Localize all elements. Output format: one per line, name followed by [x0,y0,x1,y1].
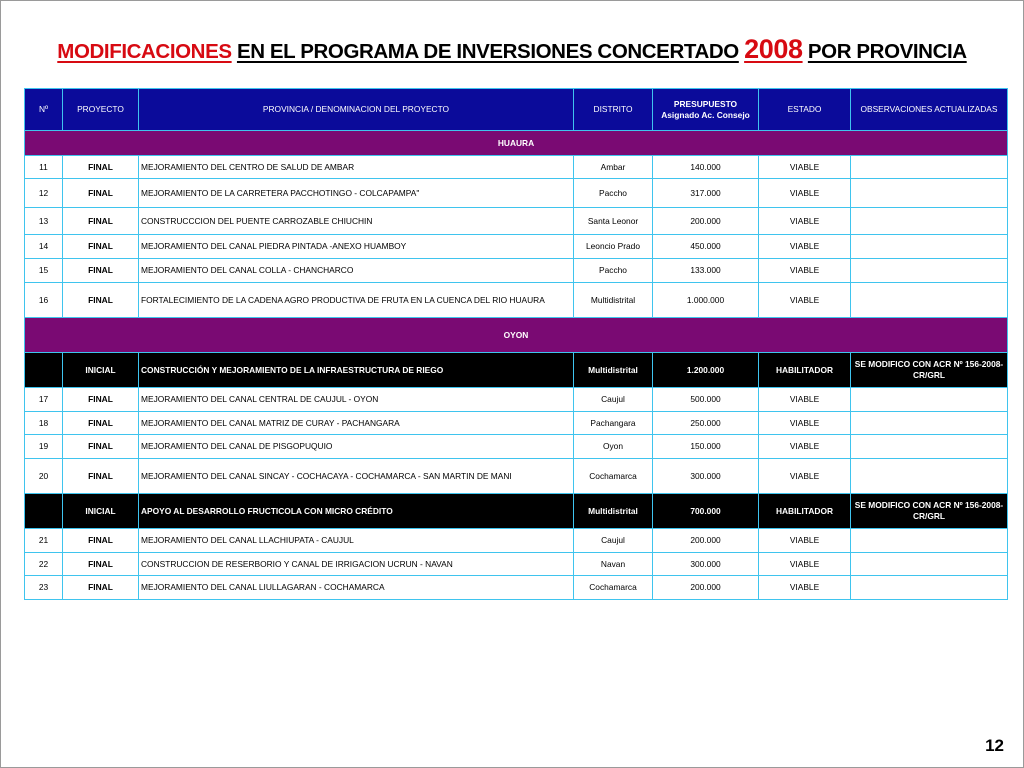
table-row [25,459,1008,494]
cell-distrito: Pachangara [574,412,653,435]
cell-n: 19 [25,435,63,459]
table-row [25,576,1008,600]
cell-distrito: Multidistrital [574,353,653,388]
cell-observaciones [851,529,1008,553]
cell-estado: VIABLE [759,208,851,235]
cell-estado: VIABLE [759,156,851,179]
slide-title [0,34,1024,65]
cell-denominacion: MEJORAMIENTO DEL CANAL COLLA - CHANCHARCO [139,259,574,283]
cell-proyecto: FINAL [63,156,139,179]
cell-denominacion: MEJORAMIENTO DEL CANAL MATRIZ DE CURAY - PACHANGARA [139,412,574,435]
table-row [25,283,1008,318]
cell-distrito: Paccho [574,179,653,208]
cell-denominacion: CONSTRUCCIÓN Y MEJORAMIENTO DE LA INFRAESTRUCTURA DE RIEGO [139,353,574,388]
cell-presupuesto: 300.000 [653,459,759,494]
title-part-modificaciones: MODIFICACIONES [57,40,232,63]
cell-observaciones [851,412,1008,435]
cell-n: 16 [25,283,63,318]
header-proyecto: PROYECTO [63,89,139,131]
cell-distrito: Ambar [574,156,653,179]
table-row [25,412,1008,435]
cell-presupuesto: 700.000 [653,494,759,529]
cell-observaciones [851,435,1008,459]
cell-observaciones [851,576,1008,600]
cell-presupuesto: 500.000 [653,388,759,412]
cell-denominacion: CONSTRUCCCION DEL PUENTE CARROZABLE CHIUCHIN [139,208,574,235]
cell-denominacion: MEJORAMIENTO DEL CANAL PIEDRA PINTADA -ANEXO HUAMBOY [139,235,574,259]
cell-presupuesto: 317.000 [653,179,759,208]
header-distrito: DISTRITO [574,89,653,131]
table-row-highlight [25,494,1008,529]
cell-estado: VIABLE [759,576,851,600]
header-estado: ESTADO [759,89,851,131]
cell-proyecto: FINAL [63,412,139,435]
header-denominacion: PROVINCIA / DENOMINACION DEL PROYECTO [139,89,574,131]
cell-observaciones [851,388,1008,412]
cell-distrito: Paccho [574,259,653,283]
cell-presupuesto: 1.200.000 [653,353,759,388]
cell-distrito: Leoncio Prado [574,235,653,259]
cell-n: 18 [25,412,63,435]
cell-proyecto: INICIAL [63,494,139,529]
cell-denominacion: MEJORAMIENTO DEL CANAL LLACHIUPATA - CAUJUL [139,529,574,553]
cell-denominacion: MEJORAMIENTO DE LA CARRETERA PACCHOTINGO - COLCAPAMPA" [139,179,574,208]
table-row [25,208,1008,235]
cell-estado: VIABLE [759,388,851,412]
cell-presupuesto: 200.000 [653,576,759,600]
cell-presupuesto: 200.000 [653,529,759,553]
cell-observaciones [851,459,1008,494]
cell-proyecto: FINAL [63,259,139,283]
header-presupuesto: PRESUPUESTO Asignado Ac. Consejo [653,89,759,131]
cell-n: 14 [25,235,63,259]
cell-estado: HABILITADOR [759,353,851,388]
cell-estado: VIABLE [759,435,851,459]
cell-observaciones: SE MODIFICO CON ACR Nº 156-2008-CR/GRL [851,353,1008,388]
cell-n: 17 [25,388,63,412]
cell-proyecto: FINAL [63,179,139,208]
cell-proyecto: FINAL [63,459,139,494]
cell-n: 13 [25,208,63,235]
cell-distrito: Cochamarca [574,459,653,494]
cell-proyecto: FINAL [63,553,139,576]
cell-observaciones [851,259,1008,283]
table-row [25,529,1008,553]
cell-n: 12 [25,179,63,208]
section-row [25,318,1008,353]
table-row [25,156,1008,179]
table-row [25,259,1008,283]
cell-n: 22 [25,553,63,576]
cell-denominacion: MEJORAMIENTO DEL CENTRO DE SALUD DE AMBAR [139,156,574,179]
cell-estado: VIABLE [759,259,851,283]
cell-presupuesto: 140.000 [653,156,759,179]
cell-observaciones [851,235,1008,259]
cell-denominacion: APOYO AL DESARROLLO FRUCTICOLA CON MICRO CRÉDITO [139,494,574,529]
cell-proyecto: FINAL [63,576,139,600]
cell-n [25,494,63,529]
table-row [25,235,1008,259]
cell-proyecto: INICIAL [63,353,139,388]
cell-distrito: Oyon [574,435,653,459]
cell-denominacion: CONSTRUCCION DE RESERBORIO Y CANAL DE IRRIGACION UCRUN - NAVAN [139,553,574,576]
cell-estado: VIABLE [759,283,851,318]
cell-distrito: Santa Leonor [574,208,653,235]
cell-distrito: Multidistrital [574,283,653,318]
cell-n: 21 [25,529,63,553]
cell-presupuesto: 250.000 [653,412,759,435]
cell-n: 23 [25,576,63,600]
cell-observaciones [851,283,1008,318]
cell-proyecto: FINAL [63,388,139,412]
page-number: 12 [985,736,1004,755]
cell-denominacion: MEJORAMIENTO DEL CANAL DE PISGOPUQUIO [139,435,574,459]
cell-observaciones [851,208,1008,235]
cell-estado: VIABLE [759,235,851,259]
cell-observaciones [851,179,1008,208]
cell-n: 20 [25,459,63,494]
title-part-programa: EN EL PROGRAMA DE INVERSIONES CONCERTADO [236,40,739,63]
cell-estado: VIABLE [759,459,851,494]
header-observaciones: OBSERVACIONES ACTUALIZADAS [851,89,1008,131]
cell-proyecto: FINAL [63,235,139,259]
cell-presupuesto: 1.000.000 [653,283,759,318]
table-row [25,179,1008,208]
cell-estado: HABILITADOR [759,494,851,529]
cell-n: 11 [25,156,63,179]
table-header-row [25,89,1008,131]
cell-n: 15 [25,259,63,283]
cell-denominacion: FORTALECIMIENTO DE LA CADENA AGRO PRODUCTIVA DE FRUTA EN LA CUENCA DEL RIO HUAURA [139,283,574,318]
cell-estado: VIABLE [759,553,851,576]
cell-n [25,353,63,388]
cell-distrito: Navan [574,553,653,576]
table-row [25,435,1008,459]
cell-distrito: Cochamarca [574,576,653,600]
cell-estado: VIABLE [759,412,851,435]
cell-denominacion: MEJORAMIENTO DEL CANAL LIULLAGARAN - COCHAMARCA [139,576,574,600]
cell-proyecto: FINAL [63,529,139,553]
cell-presupuesto: 200.000 [653,208,759,235]
section-title: OYON [25,318,1008,353]
cell-proyecto: FINAL [63,283,139,318]
cell-presupuesto: 300.000 [653,553,759,576]
cell-presupuesto: 150.000 [653,435,759,459]
cell-distrito: Multidistrital [574,494,653,529]
cell-distrito: Caujul [574,529,653,553]
cell-observaciones: SE MODIFICO CON ACR Nº 156-2008-CR/GRL [851,494,1008,529]
cell-presupuesto: 450.000 [653,235,759,259]
cell-observaciones [851,553,1008,576]
table-row [25,388,1008,412]
cell-estado: VIABLE [759,179,851,208]
cell-denominacion: MEJORAMIENTO DEL CANAL SINCAY - COCHACAYA - COCHAMARCA - SAN MARTIN DE MANI [139,459,574,494]
cell-proyecto: FINAL [63,435,139,459]
cell-distrito: Caujul [574,388,653,412]
title-part-provincia: POR PROVINCIA [807,40,967,63]
table-row [25,553,1008,576]
header-n: Nº [25,89,63,131]
cell-presupuesto: 133.000 [653,259,759,283]
cell-observaciones [851,156,1008,179]
section-title: HUAURA [25,131,1008,156]
table-row-highlight [25,353,1008,388]
cell-proyecto: FINAL [63,208,139,235]
title-year: 2008 [744,34,803,64]
investment-table [24,88,1008,600]
cell-estado: VIABLE [759,529,851,553]
section-row [25,131,1008,156]
cell-denominacion: MEJORAMIENTO DEL CANAL CENTRAL DE CAUJUL - OYON [139,388,574,412]
